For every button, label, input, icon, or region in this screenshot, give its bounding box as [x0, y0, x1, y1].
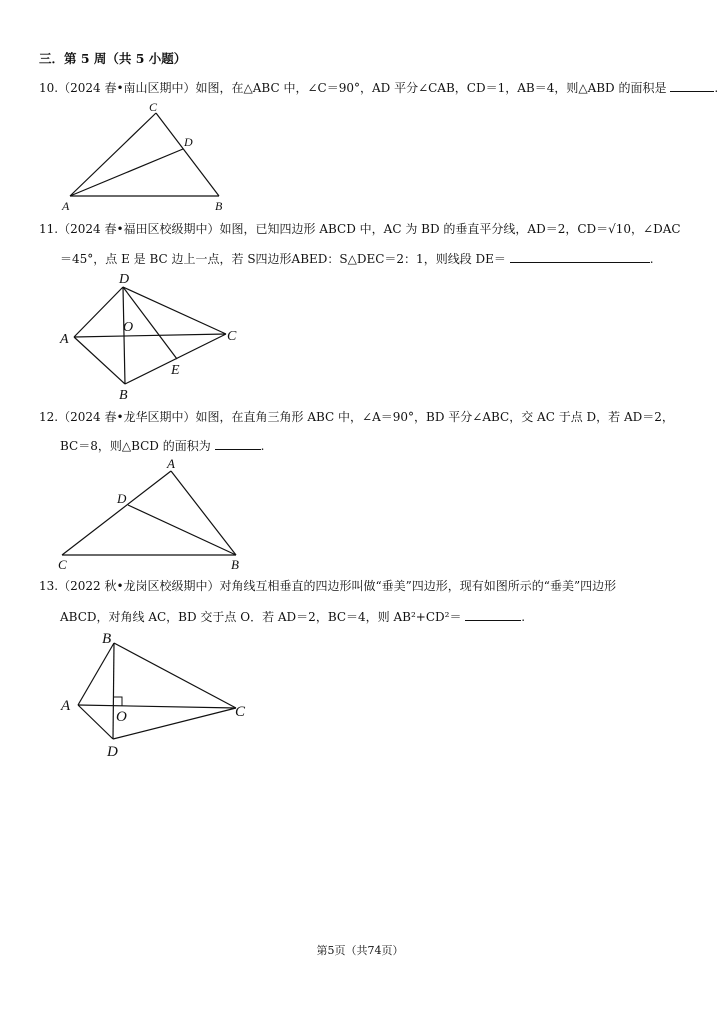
q11-end: . [649, 252, 654, 266]
q13-label-c: C [235, 704, 246, 720]
q13-text-line2: ABCD，对角线 AC，BD 交于点 O．若 AD＝2，BC＝4，则 AB²+CD²＝ [60, 610, 462, 624]
q10-number: 10. [39, 81, 59, 95]
q10-label-d: D [184, 135, 193, 149]
q11-side-dc [123, 287, 226, 334]
q10-side-ac [70, 113, 156, 196]
q13-label-b: B [102, 631, 112, 647]
q11-diagonal-ac [74, 334, 226, 337]
q13-right-angle-mark [114, 697, 122, 706]
page-footer: 第5页（共74页） [316, 944, 404, 957]
q13-label-d: D [107, 744, 118, 760]
q11-label-b: B [119, 388, 128, 403]
section-title: 三．第 5 周（共 5 小题） [39, 51, 187, 66]
question-10 [39, 79, 718, 96]
q11-figure [55, 268, 255, 403]
q10-text: 如图，在△ABC 中，∠C＝90°，AD 平分∠CAB，CD＝1，AB＝4，则△ABD 的面积是 [195, 81, 667, 95]
q12-label-a: A [167, 456, 175, 471]
q11-source: （2024 春•福田区校级期中） [58, 222, 220, 236]
q11-label-d: D [119, 272, 130, 287]
q10-label-c: C [149, 100, 158, 114]
q12-text-line2: BC＝8，则△BCD 的面积为 [60, 439, 211, 453]
q10-side-cb [156, 113, 219, 196]
q11-label-c: C [227, 329, 237, 344]
q11-label-o: O [123, 320, 134, 335]
q12-answer-blank[interactable] [215, 437, 261, 450]
q10-source: （2024 春•南山区期中） [58, 81, 196, 95]
q12-text-line1: 如图，在直角三角形 ABC 中，∠A＝90°，BD 平分∠ABC，交 AC 于点 D，若 AD＝2， [195, 410, 674, 424]
q11-number: 11. [39, 222, 59, 236]
question-11-line2 [60, 250, 654, 267]
q12-number: 12. [39, 410, 59, 424]
q12-end: . [260, 439, 265, 453]
q13-side-ab [78, 643, 114, 705]
q13-end: . [521, 610, 526, 624]
q13-side-bc [114, 643, 236, 708]
q11-label-e: E [171, 363, 180, 378]
q13-side-cd [113, 708, 236, 739]
q11-text-line1: 如图，已知四边形 ABCD 中，AC 为 BD 的垂直平分线，AD＝2，CD＝√10，∠DAC [219, 222, 681, 236]
q13-diagonal-ac [78, 705, 236, 708]
question-12-line2 [60, 437, 264, 454]
q13-source: （2022 秋•龙岗区校级期中） [58, 579, 220, 593]
q12-label-c: C [58, 557, 67, 572]
q13-answer-blank[interactable] [465, 608, 521, 621]
q13-side-da [78, 705, 113, 739]
q10-label-b: B [215, 199, 223, 213]
q10-figure [60, 100, 230, 215]
q11-label-a: A [60, 332, 69, 347]
q10-end: . [714, 81, 719, 95]
q13-figure [58, 628, 258, 763]
q12-figure [55, 456, 255, 576]
q11-side-ba [74, 337, 125, 384]
q13-number: 13. [39, 579, 59, 593]
q12-side-ca [62, 471, 171, 555]
q11-text-line2: ＝45°，点 E 是 BC 边上一点，若 S四边形ABED：S△DEC＝2：1，则线段 DE＝ [60, 252, 506, 266]
question-11-line1 [39, 221, 681, 237]
question-12-line1 [39, 409, 674, 425]
q11-answer-blank[interactable] [510, 250, 650, 263]
q12-side-ab [171, 471, 236, 555]
q12-bisector-bd [128, 505, 236, 555]
q12-label-d: D [117, 491, 127, 506]
question-13-line2 [60, 608, 525, 625]
question-13-line1 [39, 578, 616, 594]
q13-label-a: A [61, 698, 71, 714]
q13-diagonal-bd [113, 643, 114, 739]
q12-source: （2024 春•龙华区期中） [58, 410, 196, 424]
q10-label-a: A [62, 199, 70, 213]
q13-text-line1: 对角线互相垂直的四边形叫做“垂美”四边形，现有如图所示的“垂美”四边形 [219, 579, 617, 593]
q13-label-o: O [116, 709, 127, 725]
q10-answer-blank[interactable] [670, 79, 714, 92]
q10-bisector-ad [70, 149, 183, 196]
q11-side-ad [74, 287, 123, 337]
q12-label-b: B [231, 557, 239, 572]
